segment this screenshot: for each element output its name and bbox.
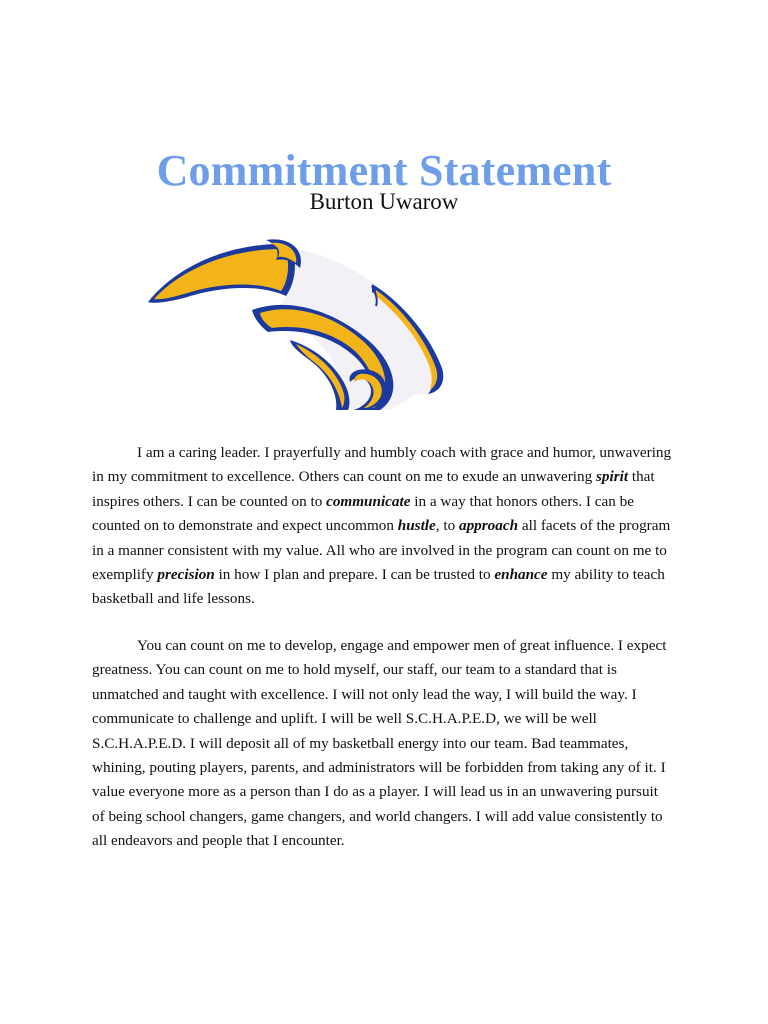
document-author: Burton Uwarow xyxy=(309,189,459,214)
p1-seg-2: that inspires others. I can be counted on to xyxy=(92,468,655,510)
paragraph-1 xyxy=(92,441,672,612)
p1-seg-4: in a way that honors others. I can be counted on to demonstrate and expect uncommon xyxy=(92,492,634,535)
p1-seg-8: all facets of the program in a manner consistent with my value. All who are involved in the program can count on me to exemplify xyxy=(92,517,671,584)
p2-seg-0: You can count on me to develop, engage and empower men of great influence. I expect greatness. You can count on me to hold myself, our staff, our team to a standard that is unmatched and taught with excellence. I will not only lead the way, I will build the way. I communicate to challenge and uplift. I will be well S.C.H.A.P.E.D, we will be well S.C.H.A.P.E.D. I will deposit all of my basketball energy into our team. Bad teammates, whining, pouting players, parents, and administrators will be forbidden from taking any of it. I value everyone more as a person than I do as a player. I will lead us in an unwavering pursuit of being school changers, game changers, and world changers. I will add value consistently to all endeavors and people that I encounter. xyxy=(92,637,667,850)
p1-seg-0: I am a caring leader. I prayerfully and humbly coach with grace and humor, unwavering in my commitment to excellence. Others can count on me to exude an unwavering xyxy=(92,444,672,486)
document-title: Commitment Statement xyxy=(156,146,612,196)
p1-emphasis-approach: approach xyxy=(458,517,519,535)
p1-emphasis-enhance: enhance xyxy=(494,566,548,584)
p1-emphasis-communicate: communicate xyxy=(326,492,411,510)
p1-emphasis-hustle: hustle xyxy=(397,517,436,535)
p1-emphasis-precision: precision xyxy=(157,566,215,584)
paragraph-2 xyxy=(92,634,672,854)
ram-mascot-icon xyxy=(140,236,450,412)
p1-seg-6: , to xyxy=(435,517,459,535)
p1-emphasis-spirit: spirit xyxy=(595,468,629,486)
p1-seg-12: my ability to teach basketball and life lessons. xyxy=(92,566,665,608)
p1-seg-10: in how I plan and prepare. I can be trusted to xyxy=(214,566,495,584)
